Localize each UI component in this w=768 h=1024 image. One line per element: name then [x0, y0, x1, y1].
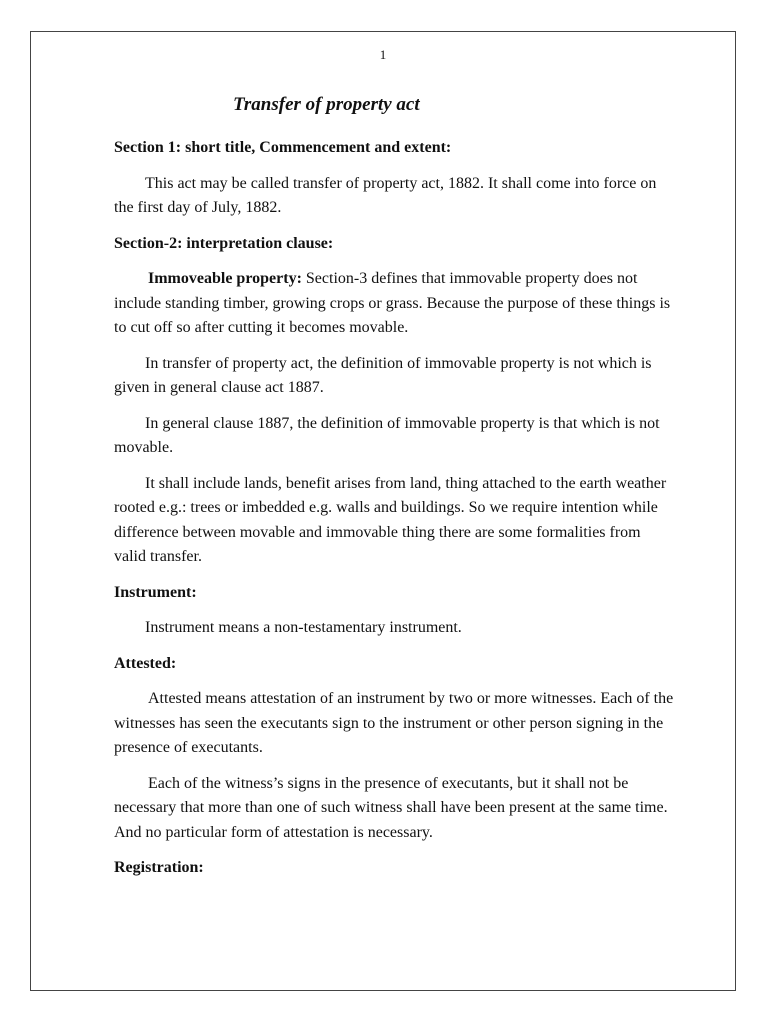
lands-paragraph: It shall include lands, benefit arises from land, thing attached to the earth weather rooted e.g.: trees or imbedded e.g. walls and buildings. So we require intention while difference between movable and immovable thing there are some formalities from valid transfer.: [114, 474, 667, 565]
immoveable-property-paragraph: [114, 267, 674, 341]
document-page: [30, 31, 736, 991]
general-clause-paragraph: In general clause 1887, the definition of immovable property is that which is not movable.: [114, 414, 660, 456]
immoveable-property-definition: Section-3 defines that immovable property does not include standing timber, growing crops or grass. Because the purpose of these things is to cut off so after cutting it becomes movable.: [114, 270, 671, 336]
attested-heading: Attested:: [114, 654, 177, 672]
transfer-definition-paragraph: In transfer of property act, the definition of immovable property is not which is given in general clause act 1887.: [114, 354, 652, 396]
section-2-heading: Section-2: interpretation clause:: [114, 234, 334, 252]
immoveable-property-term: Immoveable property:: [148, 270, 302, 287]
section-1-paragraph: This act may be called transfer of property act, 1882. It shall come into force on the first day of July, 1882.: [114, 174, 657, 216]
registration-heading: Registration:: [114, 859, 204, 876]
instrument-heading: Instrument:: [114, 583, 197, 601]
attested-paragraph-2: Each of the witness’s signs in the presence of executants, but it shall not be necessary that more than one of such witness shall have been present at the same time. And no particular form of attestation is necessary.: [114, 774, 668, 841]
instrument-paragraph: Instrument means a non-testamentary instrument.: [145, 619, 462, 636]
section-1-heading: Section 1: short title, Commencement and extent:: [114, 139, 452, 156]
attested-paragraph-1: Attested means attestation of an instrument by two or more witnesses. Each of the witnesses has seen the executants sign to the instrument or other person signing in the presence of executants.: [114, 690, 674, 756]
document-body: [114, 136, 674, 892]
document-title: Transfer of property act: [233, 94, 420, 115]
page-number: 1: [379, 47, 387, 62]
